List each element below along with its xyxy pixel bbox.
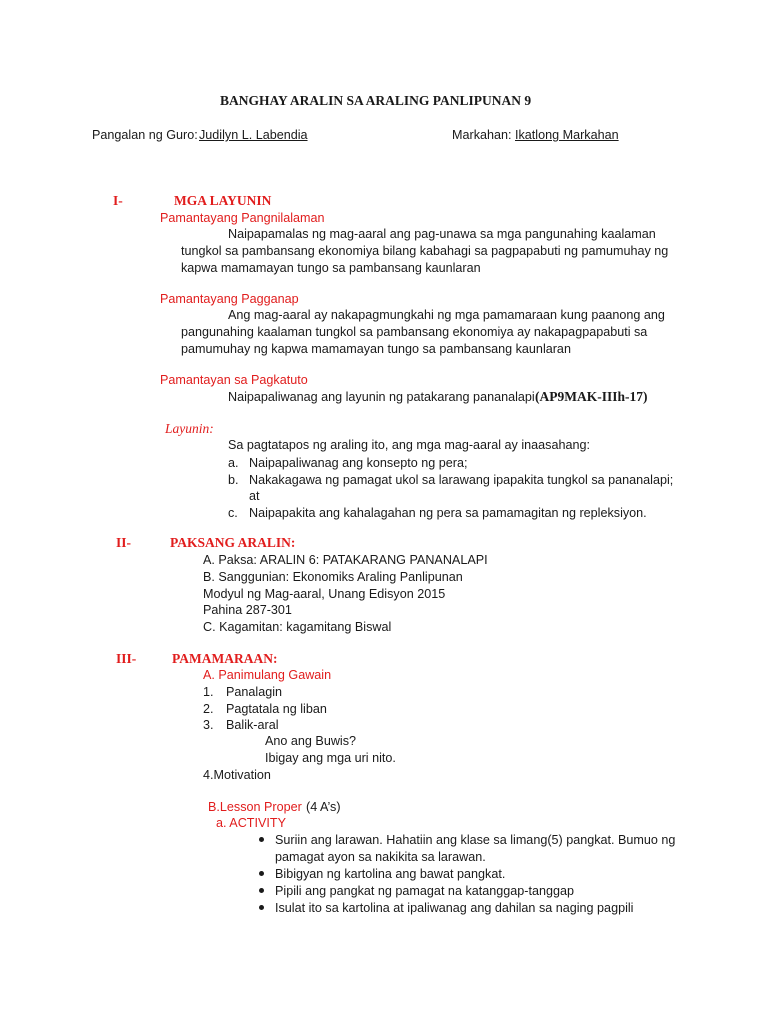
performance-standard-line: pamumuhay ng kapwa mamamayan tungo sa pambansang kaunlaran xyxy=(181,342,571,356)
reference-line: Pahina 287-301 xyxy=(203,603,292,617)
activity-instruction: pamagat ayon sa nakikita sa larawan. xyxy=(275,850,486,864)
step-item: Panalagin xyxy=(226,685,283,699)
activity-instruction: Suriin ang larawan. Hahatiin ang klase sa limang(5) pangkat. Bumuo ng xyxy=(275,833,676,847)
performance-standard-line: pangunahing kaalaman tungkol sa pambansang ekonomiya ay nakapagpapabuti sa xyxy=(181,325,648,339)
preliminary-activities: A. Panimulang Gawain xyxy=(203,668,332,682)
objective-item: at xyxy=(249,489,260,503)
content-standard-label: Pamantayang Pangnilalaman xyxy=(160,211,325,225)
learning-competency-label: Pamantayan sa Pagkatuto xyxy=(160,373,308,387)
objective-marker: a. xyxy=(228,456,239,470)
section2-number: II- xyxy=(116,535,132,550)
document-title: BANGHAY ARALIN SA ARALING PANLIPUNAN 9 xyxy=(220,93,532,108)
bullet-icon xyxy=(259,905,264,910)
objective-marker: b. xyxy=(228,473,239,487)
materials-line: C. Kagamitan: kagamitang Biswal xyxy=(203,620,392,634)
lesson-proper-note: (4 A’s) xyxy=(306,800,341,814)
objective-item: Naipapakita ang kahalagahan ng pera sa pamamagitan ng repleksiyon. xyxy=(249,506,647,520)
bullet-icon xyxy=(259,888,264,893)
activity-heading: a. ACTIVITY xyxy=(216,816,286,830)
reference-line: B. Sanggunian: Ekonomiks Araling Panlipunan xyxy=(203,570,463,584)
performance-standard-line: Ang mag-aaral ay nakapagmungkahi ng mga pamamaraan kung paanong ang xyxy=(228,308,665,322)
section1-heading: MGA LAYUNIN xyxy=(174,193,272,208)
review-question: Ano ang Buwis? xyxy=(265,734,357,748)
objective-item: Nakakagawa ng pamagat ukol sa larawang ipapakita tungkol sa pananalapi; xyxy=(249,473,674,487)
bullet-icon xyxy=(259,837,264,842)
quarter-label: Markahan: xyxy=(452,128,512,142)
content-standard-line: kapwa mamamayan tungo sa pambansang kaunlaran xyxy=(181,261,481,275)
activity-instruction: Isulat ito sa kartolina at ipaliwanag ang dahilan sa naging pagpili xyxy=(275,901,634,915)
step-marker: 2. xyxy=(203,702,214,716)
step-item: Balik-aral xyxy=(226,718,279,732)
objectives-intro: Sa pagtatapos ng araling ito, ang mga mag-aaral ay inaasahang: xyxy=(228,438,590,452)
bullet-icon xyxy=(259,871,264,876)
review-question: Ibigay ang mga uri nito. xyxy=(265,751,396,765)
step-marker: 1. xyxy=(203,685,214,699)
learning-competency-text: Naipapaliwanag ang layunin ng patakarang pananalapi xyxy=(228,390,535,404)
activity-instruction: Pipili ang pangkat ng pamagat na katanggap-tanggap xyxy=(275,884,574,898)
activity-instruction: Bibigyan ng kartolina ang bawat pangkat. xyxy=(275,867,506,881)
teacher-name: Judilyn L. Labendia xyxy=(199,128,308,142)
performance-standard-label: Pamantayang Pagganap xyxy=(160,292,299,306)
step-marker: 3. xyxy=(203,718,214,732)
section3-number: III- xyxy=(116,651,137,666)
section3-heading: PAMAMARAAN: xyxy=(172,651,278,666)
content-standard-line: tungkol sa pambansang ekonomiya bilang kabahagi sa pagpapabuti ng pamumuhay ng xyxy=(181,244,669,258)
reference-line: Modyul ng Mag-aaral, Unang Edisyon 2015 xyxy=(203,587,446,601)
section2-heading: PAKSANG ARALIN: xyxy=(170,535,296,550)
objective-marker: c. xyxy=(228,506,238,520)
lesson-proper-heading: B.Lesson Proper xyxy=(208,800,302,814)
competency-code: (AP9MAK-IIIh-17) xyxy=(535,389,648,404)
teacher-label: Pangalan ng Guro: xyxy=(92,128,198,142)
topic-line: A. Paksa: ARALIN 6: PATAKARANG PANANALAPI xyxy=(203,553,488,567)
content-standard-line: Naipapamalas ng mag-aaral ang pag-unawa sa mga pangunahing kaalaman xyxy=(228,227,656,241)
objective-item: Naipapaliwanag ang konsepto ng pera; xyxy=(249,456,468,470)
objectives-label: Layunin: xyxy=(165,421,214,436)
quarter-value: Ikatlong Markahan xyxy=(515,128,619,142)
step-item: Pagtatala ng liban xyxy=(226,702,327,716)
motivation-step: 4.Motivation xyxy=(203,768,271,782)
section1-number: I- xyxy=(113,193,123,208)
